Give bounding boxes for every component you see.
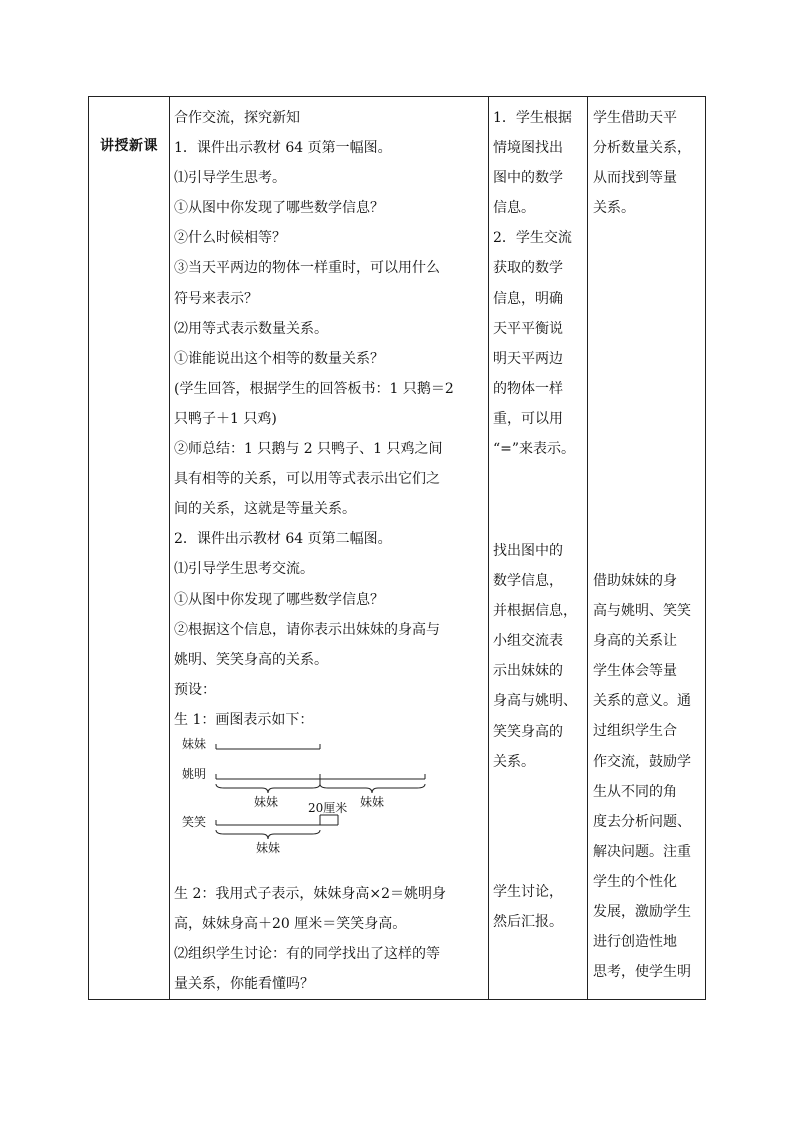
student-activity-line: 笑笑身高的 xyxy=(493,723,563,740)
teacher-content-line: 2．课件出示教材 64 页第二幅图。 xyxy=(174,531,392,548)
diagram-label-xiaoxiao: 笑笑 xyxy=(182,814,207,829)
teacher-content-line: ⑴引导学生思考交流。 xyxy=(174,561,314,578)
student-activity-line: 的物体一样 xyxy=(493,380,563,397)
teacher-content-line: 量关系，你能看懂吗？ xyxy=(174,976,314,993)
student-activity-line: 重，可以用 xyxy=(493,410,563,427)
student-activity-line: 明天平两边 xyxy=(493,350,563,367)
design-intent-line: 身高的关系让 xyxy=(593,633,677,650)
student-activity-line: 2．学生交流 xyxy=(493,230,572,247)
teacher-content-line: ①谁能说出这个相等的数量关系？ xyxy=(174,350,384,367)
student-activity-line: 示出妹妹的 xyxy=(493,663,563,680)
student-activity-line: 信息。 xyxy=(493,200,535,217)
diagram-brace-label: 妹妹 xyxy=(254,794,279,809)
student-activity-line: 1．学生根据 xyxy=(493,110,572,126)
design-intent-line: 作交流，鼓励学 xyxy=(593,753,691,770)
design-intent-line: 学生体会等量 xyxy=(593,663,677,680)
student-activity-line: 获取的数学 xyxy=(493,260,563,277)
design-intent-line: 过组织学生合 xyxy=(593,723,677,740)
teacher-content-column xyxy=(170,97,488,999)
design-intent-line: 思考，使学生明 xyxy=(593,964,691,981)
design-intent-line: 关系的意义。通 xyxy=(593,693,691,710)
design-intent-line: 学生借助天平 xyxy=(593,110,677,126)
teacher-content-line: ②根据这个信息，请你表示出妹妹的身高与 xyxy=(174,621,440,638)
teacher-content-line: 姚明、笑笑身高的关系。 xyxy=(174,651,328,668)
teacher-content-line: 间的关系，这就是等量关系。 xyxy=(174,501,356,518)
diagram-label-sister: 妹妹 xyxy=(182,736,207,751)
design-intent-line: 高与姚明、笑笑 xyxy=(593,603,691,620)
diagram-brace-label: 妹妹 xyxy=(256,840,281,855)
design-intent-line: 进行创造性地 xyxy=(593,934,677,951)
student-activity-line: 找出图中的 xyxy=(493,543,563,559)
height-diagram xyxy=(174,735,484,879)
teacher-content-line: 符号来表示？ xyxy=(174,290,258,307)
student-activity-line: 关系。 xyxy=(493,753,535,770)
design-intent-line: 发展，激励学生 xyxy=(593,904,691,921)
teacher-content-line: ①从图中你发现了哪些数学信息？ xyxy=(174,591,384,608)
design-intent-line: 解决问题。注重 xyxy=(593,843,691,860)
teacher-content-line: (学生回答，根据学生的回答板书：1 只鹅＝2 xyxy=(174,380,454,397)
design-intent-line: 借助妹妹的身 xyxy=(593,573,677,589)
teacher-content-line: ①从图中你发现了哪些数学信息？ xyxy=(174,200,384,217)
student-activity-line: 然后汇报。 xyxy=(493,914,563,931)
section-label: 讲授新课 xyxy=(100,138,158,154)
student-activity-line: 图中的数学 xyxy=(493,170,563,187)
teacher-content-line: ②什么时候相等？ xyxy=(174,230,286,247)
diagram-label-yaoming: 姚明 xyxy=(182,766,207,781)
teacher-content-line: 预设： xyxy=(174,681,216,698)
design-intent-line: 关系。 xyxy=(593,200,635,217)
design-intent-line: 生从不同的角 xyxy=(593,783,677,800)
design-intent-block-1 xyxy=(593,103,706,223)
student-activity-block-1 xyxy=(493,103,587,464)
teacher-content-part1 xyxy=(174,103,484,735)
teacher-content-line: 高，妹妹身高＋20 厘米＝笑笑身高。 xyxy=(174,916,407,933)
design-intent-line: 分析数量关系， xyxy=(593,140,691,157)
student-activity-column xyxy=(489,97,587,999)
student-activity-line: 情境图找出 xyxy=(493,140,563,157)
student-activity-line: 信息，明确 xyxy=(493,290,563,307)
diagram-brace-label: 妹妹 xyxy=(360,794,385,809)
teacher-content-line: 合作交流，探究新知 xyxy=(174,110,300,126)
teacher-content-line: ⑵组织学生讨论：有的同学找出了这样的等 xyxy=(174,946,440,963)
teacher-content-line: 生 2：我用式子表示，妹妹身高×2＝姚明身 xyxy=(174,885,446,902)
design-intent-line: 从而找到等量 xyxy=(593,170,677,187)
design-intent-block-2 xyxy=(593,566,706,987)
lesson-plan-table xyxy=(88,96,706,1000)
design-intent-line: 学生的个性化 xyxy=(593,873,677,890)
design-intent-column xyxy=(588,97,706,999)
teacher-content-line: ②师总结：1 只鹅与 2 只鸭子、1 只鸡之间 xyxy=(174,441,443,458)
student-activity-line: 并根据信息， xyxy=(493,603,577,620)
teacher-content-line: 只鸭子＋1 只鸡) xyxy=(174,410,277,427)
teacher-content-line: ③当天平两边的物体一样重时，可以用什么 xyxy=(174,260,440,277)
student-activity-block-2 xyxy=(493,536,587,777)
teacher-content-line: 生 1：画图表示如下： xyxy=(174,711,314,728)
student-activity-block-3 xyxy=(493,877,587,937)
student-activity-line: “=”来表示。 xyxy=(493,441,576,458)
student-activity-line: 身高与姚明、 xyxy=(493,693,577,710)
student-activity-line: 天平平衡说 xyxy=(493,320,563,337)
design-intent-line: 度去分析问题、 xyxy=(593,813,691,830)
student-activity-line: 数学信息， xyxy=(493,573,563,590)
student-activity-line: 学生讨论， xyxy=(493,884,563,900)
teacher-content-line: 1．课件出示教材 64 页第一幅图。 xyxy=(174,140,392,157)
student-activity-line: 小组交流表 xyxy=(493,633,563,650)
diagram-label-20cm: 20厘米 xyxy=(308,800,348,815)
teacher-content-part2 xyxy=(174,879,484,999)
teacher-content-line: ⑴引导学生思考。 xyxy=(174,170,286,187)
teacher-content-line: 具有相等的关系，可以用等式表示出它们之 xyxy=(174,471,440,488)
teacher-content-line: ⑵用等式表示数量关系。 xyxy=(174,320,328,337)
